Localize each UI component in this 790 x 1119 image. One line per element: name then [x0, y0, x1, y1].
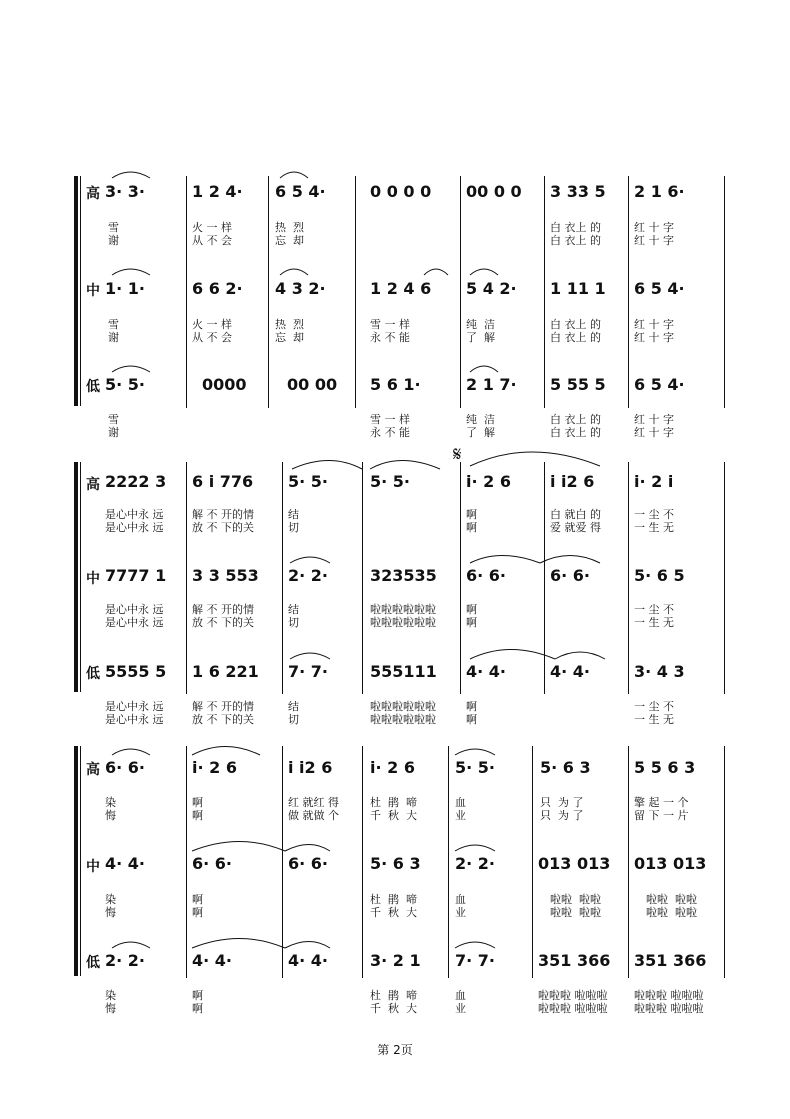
lyric: 啦啦 啦啦 — [646, 893, 697, 906]
part-label-alto: 中 — [86, 571, 100, 587]
lyric: 放 不 下的关 — [192, 616, 254, 629]
measure: 0000 — [202, 375, 247, 394]
measure: 3· 3· — [105, 182, 145, 201]
lyric: 业 — [455, 1002, 466, 1015]
measure: i· 2 6 — [370, 758, 415, 777]
lyric: 做 就做 个 — [288, 809, 339, 822]
lyric: 千 秋 大 — [370, 906, 417, 919]
measure: 4· 4· — [288, 951, 328, 970]
lyric: 忘 却 — [275, 331, 304, 344]
lyric: 悔 — [105, 906, 116, 919]
measure: 4· 4· — [466, 662, 506, 681]
lyric: 啦啦 啦啦 — [646, 906, 697, 919]
lyric: 一 生 无 — [634, 616, 674, 629]
lyric: 红 十 字 — [634, 426, 674, 439]
measure: 00 00 — [287, 375, 338, 394]
slur-arc — [280, 269, 308, 275]
lyric: 是心中永 远 — [105, 700, 164, 713]
lyric: 是心中永 远 — [105, 521, 164, 534]
slur-arc — [470, 452, 600, 466]
lyric: 染 — [105, 893, 116, 906]
lyric: 放 不 下的关 — [192, 713, 254, 726]
measure: 4· 4· — [105, 854, 145, 873]
measure: 013 013 — [538, 854, 611, 873]
lyric: 悔 — [105, 809, 116, 822]
lyric: 啊 — [466, 616, 477, 629]
measure: 6 i 776 — [192, 472, 254, 491]
measure: 2· 2· — [105, 951, 145, 970]
tie-arc — [370, 461, 440, 470]
lyric: 血 — [455, 796, 466, 809]
measure: i· 2 6 — [192, 758, 237, 777]
lyric: 从 不 会 — [192, 331, 232, 344]
lyric: 热 烈 — [275, 318, 304, 331]
lyric: 杜 鹃 啼 — [370, 989, 417, 1002]
measure: 5· 6 5 — [634, 566, 685, 585]
lyric: 雪 — [108, 318, 119, 331]
lyric: 切 — [288, 713, 299, 726]
measure: 3 33 5 — [550, 182, 606, 201]
lyric: 千 秋 大 — [370, 1002, 417, 1015]
measure: 7· 7· — [288, 662, 328, 681]
tie-arc — [112, 749, 150, 755]
lyric: 忘 却 — [275, 234, 304, 247]
tie-arc — [292, 461, 362, 470]
lyric: 红 十 字 — [634, 413, 674, 426]
lyric: 结 — [288, 603, 299, 616]
lyric: 火 一 样 — [192, 318, 232, 331]
slur-arc — [424, 269, 448, 275]
measure: i i2 6 — [550, 472, 595, 491]
tie-arc — [470, 556, 540, 564]
lyric: 啊 — [192, 796, 203, 809]
tie-arc — [540, 556, 600, 564]
lyric: 啊 — [192, 893, 203, 906]
part-label-bass: 低 — [86, 379, 100, 395]
slur-arc — [470, 269, 498, 275]
lyric: 火 一 样 — [192, 221, 232, 234]
measure: 2222 3 — [105, 472, 167, 491]
lyric: 血 — [455, 989, 466, 1002]
lyric: 啊 — [192, 1002, 203, 1015]
page-number: 第 2页 — [377, 1043, 413, 1057]
lyric: 放 不 下的关 — [192, 521, 254, 534]
measure: 7· 7· — [455, 951, 495, 970]
measure: 3· 2 1 — [370, 951, 421, 970]
measure: 0 0 0 0 — [370, 182, 432, 201]
part-label-alto: 中 — [86, 859, 100, 875]
lyric: 纯 洁 — [466, 318, 495, 331]
lyric: 啦啦啦 啦啦啦 — [634, 1002, 704, 1015]
lyric: 是心中永 远 — [105, 603, 164, 616]
lyric: 结 — [288, 508, 299, 521]
lyric: 雪 一 样 — [370, 413, 410, 426]
measure: 1 2 4· — [192, 182, 243, 201]
measure: 3· 4 3 — [634, 662, 685, 681]
measure: 1· 1· — [105, 279, 145, 298]
lyric: 解 不 开的情 — [192, 508, 254, 521]
lyric: 红 十 字 — [634, 318, 674, 331]
lyric: 染 — [105, 989, 116, 1002]
measure: 6· 6· — [466, 566, 506, 585]
lyric: 切 — [288, 616, 299, 629]
lyric: 雪 — [108, 413, 119, 426]
lyric: 雪 一 样 — [370, 318, 410, 331]
segno-sign: 𝄋 — [453, 442, 462, 466]
measure: 1 6 221 — [192, 662, 259, 681]
lyric: 啦啦啦 啦啦啦 — [538, 1002, 608, 1015]
measure: 2 1 7· — [466, 375, 517, 394]
lyric: 了 解 — [466, 426, 495, 439]
measure: 2· 2· — [455, 854, 495, 873]
tie-arc — [285, 845, 330, 852]
lyric: 谢 — [108, 426, 119, 439]
lyric: 是心中永 远 — [105, 508, 164, 521]
measure: 5· 5· — [105, 375, 145, 394]
lyric: 啊 — [192, 989, 203, 1002]
tie-arc — [112, 366, 150, 372]
lyric: 啦啦啦 啦啦啦 — [538, 989, 608, 1002]
lyric: 啦啦啦啦啦啦 — [370, 603, 436, 616]
lyric: 一 尘 不 — [634, 508, 674, 521]
lyric: 是心中永 远 — [105, 713, 164, 726]
measure: i· 2 6 — [466, 472, 511, 491]
tie-arc — [192, 842, 285, 852]
measure: 7777 1 — [105, 566, 167, 585]
lyric: 爱 就爱 得 — [550, 521, 601, 534]
lyric: 白 就白 的 — [550, 508, 601, 521]
lyric: 红 就红 得 — [288, 796, 339, 809]
lyric: 切 — [288, 521, 299, 534]
measure: 6 6 2· — [192, 279, 243, 298]
lyric: 白 衣上 的 — [550, 318, 601, 331]
lyric: 一 生 无 — [634, 713, 674, 726]
measure: 5 5 6 3 — [634, 758, 696, 777]
lyric: 白 衣上 的 — [550, 221, 601, 234]
measure: 5 6 1· — [370, 375, 421, 394]
measure: 351 366 — [634, 951, 707, 970]
tie-arc — [285, 942, 330, 949]
measure: 6· 6· — [192, 854, 232, 873]
lyric: 啊 — [466, 508, 477, 521]
lyric: 一 生 无 — [634, 521, 674, 534]
lyric: 红 十 字 — [634, 221, 674, 234]
lyric: 啦啦啦啦啦啦 — [370, 713, 436, 726]
lyric: 杜 鹃 啼 — [370, 893, 417, 906]
lyric: 啦啦啦 啦啦啦 — [634, 989, 704, 1002]
tie-arc — [555, 652, 605, 659]
tie-arc — [455, 845, 495, 851]
lyric: 啦啦 啦啦 — [550, 893, 601, 906]
lyric: 啦啦啦啦啦啦 — [370, 700, 436, 713]
lyric: 白 衣上 的 — [550, 426, 601, 439]
slur-arc — [280, 172, 308, 178]
lyric: 纯 洁 — [466, 413, 495, 426]
lyric: 擎 起 一 个 — [634, 796, 689, 809]
lyric: 谢 — [108, 234, 119, 247]
measure: 6 5 4· — [275, 182, 326, 201]
measure: 5· 5· — [455, 758, 495, 777]
lyric: 啊 — [466, 700, 477, 713]
part-label-soprano: 高 — [86, 186, 100, 202]
lyric: 结 — [288, 700, 299, 713]
measure: 5 4 2· — [466, 279, 517, 298]
measure: 351 366 — [538, 951, 611, 970]
tie-arc — [290, 557, 330, 563]
tie-arc — [192, 939, 285, 949]
tie-arc — [112, 172, 150, 178]
lyric: 解 不 开的情 — [192, 603, 254, 616]
measure: 2· 2· — [288, 566, 328, 585]
lyric: 了 解 — [466, 331, 495, 344]
lyric: 业 — [455, 906, 466, 919]
lyric: 杜 鹃 啼 — [370, 796, 417, 809]
lyric: 啊 — [466, 603, 477, 616]
lyric: 红 十 字 — [634, 234, 674, 247]
measure: 6 5 4· — [634, 375, 685, 394]
lyric: 解 不 开的情 — [192, 700, 254, 713]
tie-arc — [455, 749, 495, 755]
lyric: 啦啦啦啦啦啦 — [370, 616, 436, 629]
tie-arc — [470, 650, 555, 660]
lyric: 留 下 一 片 — [634, 809, 689, 822]
part-label-bass: 低 — [86, 666, 100, 682]
part-label-soprano: 高 — [86, 762, 100, 778]
lyric: 白 衣上 的 — [550, 331, 601, 344]
measure: 6· 6· — [288, 854, 328, 873]
tie-arc — [455, 942, 495, 948]
measure: 6· 6· — [550, 566, 590, 585]
lyric: 永 不 能 — [370, 426, 410, 439]
measure: i i2 6 — [288, 758, 333, 777]
measure: 1 11 1 — [550, 279, 606, 298]
lyric: 雪 — [108, 221, 119, 234]
lyric: 谢 — [108, 331, 119, 344]
tie-arc — [290, 653, 330, 659]
lyric: 染 — [105, 796, 116, 809]
tie-arc — [112, 942, 150, 948]
lyric: 悔 — [105, 1002, 116, 1015]
part-label-soprano: 高 — [86, 477, 100, 493]
measure: 4· 4· — [192, 951, 232, 970]
lyric: 永 不 能 — [370, 331, 410, 344]
lyric: 白 衣上 的 — [550, 413, 601, 426]
lyric: 只 为 了 — [540, 809, 584, 822]
measure: 013 013 — [634, 854, 707, 873]
measure: 2 1 6· — [634, 182, 685, 201]
lyric: 千 秋 大 — [370, 809, 417, 822]
slur-arc — [192, 747, 260, 756]
measure: 5· 5· — [370, 472, 410, 491]
measure: 4· 4· — [550, 662, 590, 681]
lyric: 热 烈 — [275, 221, 304, 234]
measure: 1 2 4 6 — [370, 279, 432, 298]
lyric: 血 — [455, 893, 466, 906]
lyric: 啊 — [466, 521, 477, 534]
measure: 3 3 553 — [192, 566, 259, 585]
lyric: 一 尘 不 — [634, 603, 674, 616]
measure: 5555 5 — [105, 662, 167, 681]
measure: 5· 6 3 — [370, 854, 421, 873]
lyric: 业 — [455, 809, 466, 822]
measure: 00 0 0 — [466, 182, 522, 201]
slur-arc — [470, 366, 498, 372]
measure: 323535 — [370, 566, 437, 585]
measure: 6 5 4· — [634, 279, 685, 298]
lyric: 啦啦 啦啦 — [550, 906, 601, 919]
measure: 5· 5· — [288, 472, 328, 491]
measure: 555111 — [370, 662, 437, 681]
lyric: 啊 — [192, 906, 203, 919]
measure: i· 2 i — [634, 472, 674, 491]
lyric: 是心中永 远 — [105, 616, 164, 629]
lyric: 白 衣上 的 — [550, 234, 601, 247]
lyric: 啊 — [192, 809, 203, 822]
measure: 5· 6 3 — [540, 758, 591, 777]
tie-arc — [112, 269, 150, 275]
part-label-bass: 低 — [86, 955, 100, 971]
measure: 5 55 5 — [550, 375, 606, 394]
measure: 6· 6· — [105, 758, 145, 777]
lyric: 从 不 会 — [192, 234, 232, 247]
part-label-alto: 中 — [86, 283, 100, 299]
lyric: 红 十 字 — [634, 331, 674, 344]
lyric: 只 为 了 — [540, 796, 584, 809]
measure: 4 3 2· — [275, 279, 326, 298]
lyric: 啊 — [466, 713, 477, 726]
lyric: 一 尘 不 — [634, 700, 674, 713]
